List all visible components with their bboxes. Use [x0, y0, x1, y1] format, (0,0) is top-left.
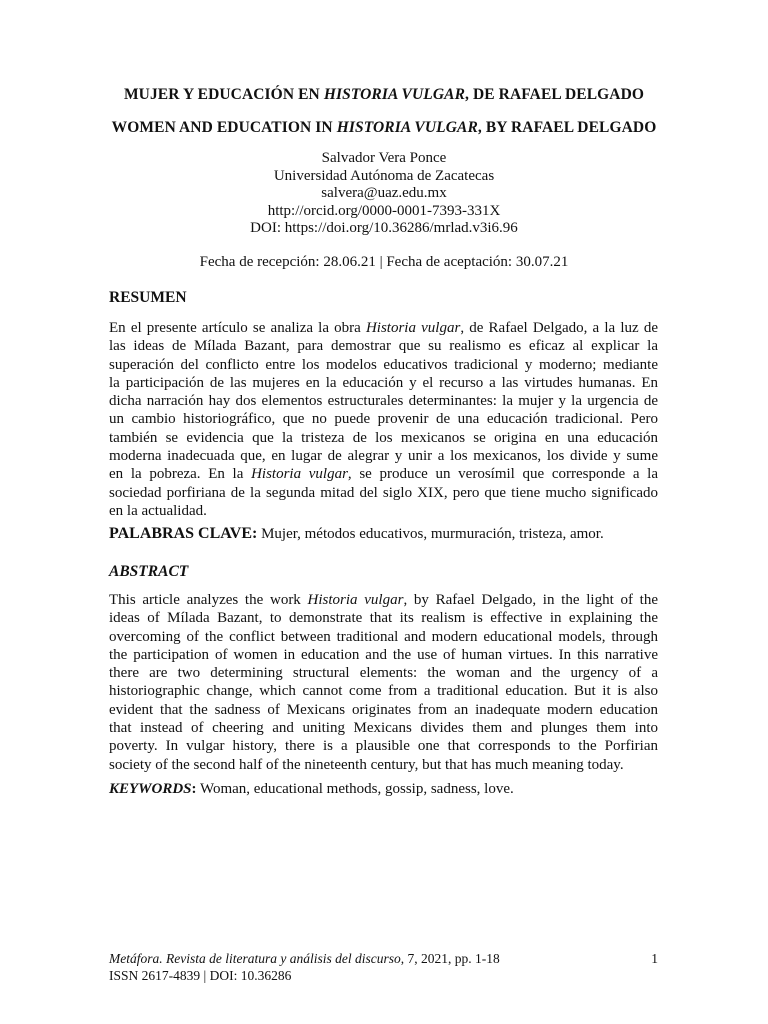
paragraph-line	[109, 502, 658, 520]
abstract-heading: ABSTRACT	[109, 563, 189, 580]
paragraph-line	[109, 756, 658, 774]
keywords-text: Woman, educational methods, gossip, sadness, love.	[196, 781, 514, 797]
paragraph-line	[109, 737, 658, 755]
paragraph-line	[109, 337, 658, 355]
paragraph-line	[109, 392, 658, 410]
line-text: sociedad porfiriana de la segunda mitad del siglo	[109, 484, 418, 501]
paragraph-line	[109, 609, 658, 627]
line-text: en la pobreza. En la	[109, 466, 252, 483]
emphasized-text: XIX	[417, 484, 444, 501]
resumen-paragraph	[109, 319, 658, 520]
paragraph-line	[109, 591, 658, 609]
line-text: there are two determining structural elements: the woman and the urgency of a	[109, 665, 658, 682]
line-text: This article analyzes the work	[109, 592, 308, 608]
article-doi[interactable]: DOI: https://doi.org/10.36286/mrlad.v3i6.96	[250, 220, 518, 236]
title-spanish	[60, 85, 708, 105]
author-name: Salvador Vera Ponce	[321, 150, 447, 166]
line-text: , pero que tiene mucho significado	[443, 484, 658, 501]
page-number: 1	[651, 951, 658, 966]
line-text: poverty. In vulgar history, there is a plausible one that corresponds to the Porfirian	[109, 738, 658, 755]
line-text: , by Rafael Delgado, in the light of the	[403, 592, 658, 608]
paragraph-line	[109, 447, 658, 465]
palabras-clave	[109, 525, 669, 543]
title-en-italic: HISTORIA VULGAR	[336, 119, 478, 136]
palabras-clave-text: Mujer, métodos educativos, murmuración, tristeza, amor.	[257, 526, 604, 542]
footer-citation-line	[109, 950, 658, 967]
footer-issn: ISSN 2617-4839 | DOI: 10.36286	[109, 968, 292, 983]
line-text: evident that the sadness of Mexicans originates from an inadequate modern education	[109, 701, 658, 718]
line-text: the participation of women in education and the use of human virtues. In this narrative	[109, 646, 658, 663]
paragraph-line	[109, 374, 658, 392]
line-text: un cambio historiográfico, que no puede provenir de una educación tradicional. Pero	[109, 411, 658, 428]
author-block	[60, 150, 708, 238]
paragraph-line	[109, 682, 658, 700]
line-text: moderna inadecuada que, en lugar de alegrar y unir a los mexicanos, los divide y sume	[109, 448, 658, 465]
line-text: , se produce un verosímil que corresponde a la	[347, 466, 658, 483]
line-text: también se evidencia que la tristeza de los mexicanos se origina en una educación	[109, 429, 658, 446]
paragraph-line	[109, 664, 658, 682]
emphasized-text: Historia vulgar	[251, 466, 348, 483]
journal-citation: , 7, 2021, pp. 1-18	[400, 951, 500, 966]
author-orcid[interactable]: http://orcid.org/0000-0001-7393-331X	[267, 202, 501, 219]
title-es-italic: HISTORIA VULGAR	[323, 86, 466, 103]
title-en-suffix: , BY RAFAEL DELGADO	[477, 119, 657, 136]
emphasized-text: Historia vulgar	[365, 320, 461, 336]
abstract-paragraph	[109, 591, 658, 774]
paragraph-line	[109, 429, 658, 447]
paragraph-line	[109, 410, 658, 428]
author-email[interactable]: salvera@uaz.edu.mx	[321, 185, 447, 201]
page-footer	[109, 950, 658, 984]
title-es-prefix: MUJER Y EDUCACIÓN EN	[123, 86, 324, 103]
keywords-colon: :	[191, 781, 197, 797]
paragraph-line	[109, 719, 658, 737]
paragraph-line	[109, 356, 658, 374]
journal-name: Metáfora. Revista de literatura y análisis del discurso	[109, 951, 401, 966]
paragraph-line	[109, 701, 658, 719]
keywords-label: KEYWORDS	[109, 781, 192, 797]
palabras-clave-label: PALABRAS CLAVE:	[109, 525, 258, 542]
line-text: las ideas de Mílada Bazant, para demostrar que su realismo es eficaz al explicar la	[109, 338, 658, 355]
line-text: historiographic change, which cannot come from a traditional education. But it is also	[109, 683, 658, 700]
line-text: society of the second half of the nineteenth century, but that has much meaning today.	[109, 756, 624, 773]
paragraph-line	[109, 646, 658, 664]
emphasized-text: Historia vulgar	[307, 592, 404, 608]
paragraph-line	[109, 319, 658, 337]
paragraph-line	[109, 465, 658, 483]
line-text: la participación de las mujeres en la educación y el recurso a las virtudes humanas. En	[109, 374, 658, 391]
author-affiliation: Universidad Autónoma de Zacatecas	[273, 167, 495, 184]
line-text: that instead of cheering and uniting Mexicans divides them and plunges them into	[109, 720, 658, 737]
line-text: superación del conflicto entre los modelos educativos tradicional y moderno; mediante	[109, 356, 658, 373]
line-text: En el presente artículo se analiza la obra	[109, 320, 366, 336]
title-es-suffix: , DE RAFAEL DELGADO	[465, 86, 645, 103]
line-text: ideas of Mílada Bazant, to demonstrate that its realism is effective in explaining the	[109, 610, 658, 627]
submission-dates: Fecha de recepción: 28.06.21 | Fecha de aceptación: 30.07.21	[199, 254, 569, 270]
line-text: overcoming of the conflict between traditional and modern educational models, through	[109, 628, 658, 645]
line-text: , de Rafael Delgado, a la luz de	[460, 320, 658, 336]
line-text: en la actualidad.	[109, 502, 207, 519]
paragraph-line	[109, 484, 658, 502]
resumen-heading: RESUMEN	[109, 289, 187, 306]
line-text: dicha narración hay dos elementos estructurales determinantes: la mujer y la urgencia de	[109, 393, 658, 410]
keywords	[109, 780, 669, 798]
paragraph-line	[109, 628, 658, 646]
title-english	[60, 118, 708, 138]
title-en-prefix: WOMEN AND EDUCATION IN	[111, 119, 337, 136]
